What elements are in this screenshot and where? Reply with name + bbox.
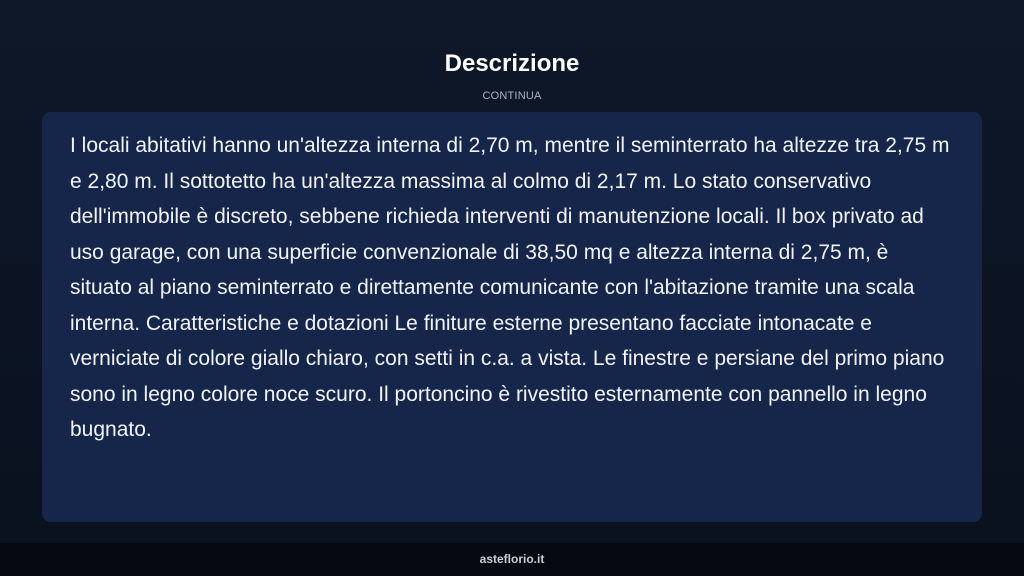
page-title: Descrizione [444,50,580,77]
description-card [42,112,982,522]
description-text: I locali abitativi hanno un'altezza interna di 2,70 m, mentre il seminterrato ha altezze tra 2,75 m e 2,80 m. Il sottotetto ha un'altezza massima al colmo di 2,17 m. Lo stato conservativo dell'immobile è discreto, sebbene richieda interventi di manutenzione locali. Il box privato ad uso garage, con una superficie convenzionale di 38,50 mq e altezza interna di 2,75 m, è situato al piano seminterrato e direttamente comunicante con l'abitazione tramite una scala interna. Caratteristiche e dotazioni Le finiture esterne presentano facciate intonacate e verniciate di colore giallo chiaro, con setti in c.a. a vista. Le finestre e persiane del primo piano sono in legno colore noce scuro. Il portoncino è rivestito esternamente con pannello in legno bugnato. [70,134,950,441]
site-name: asteflorio.it [479,552,545,566]
continue-link[interactable]: CONTINUA [482,90,542,102]
footer-bar [0,543,1024,576]
